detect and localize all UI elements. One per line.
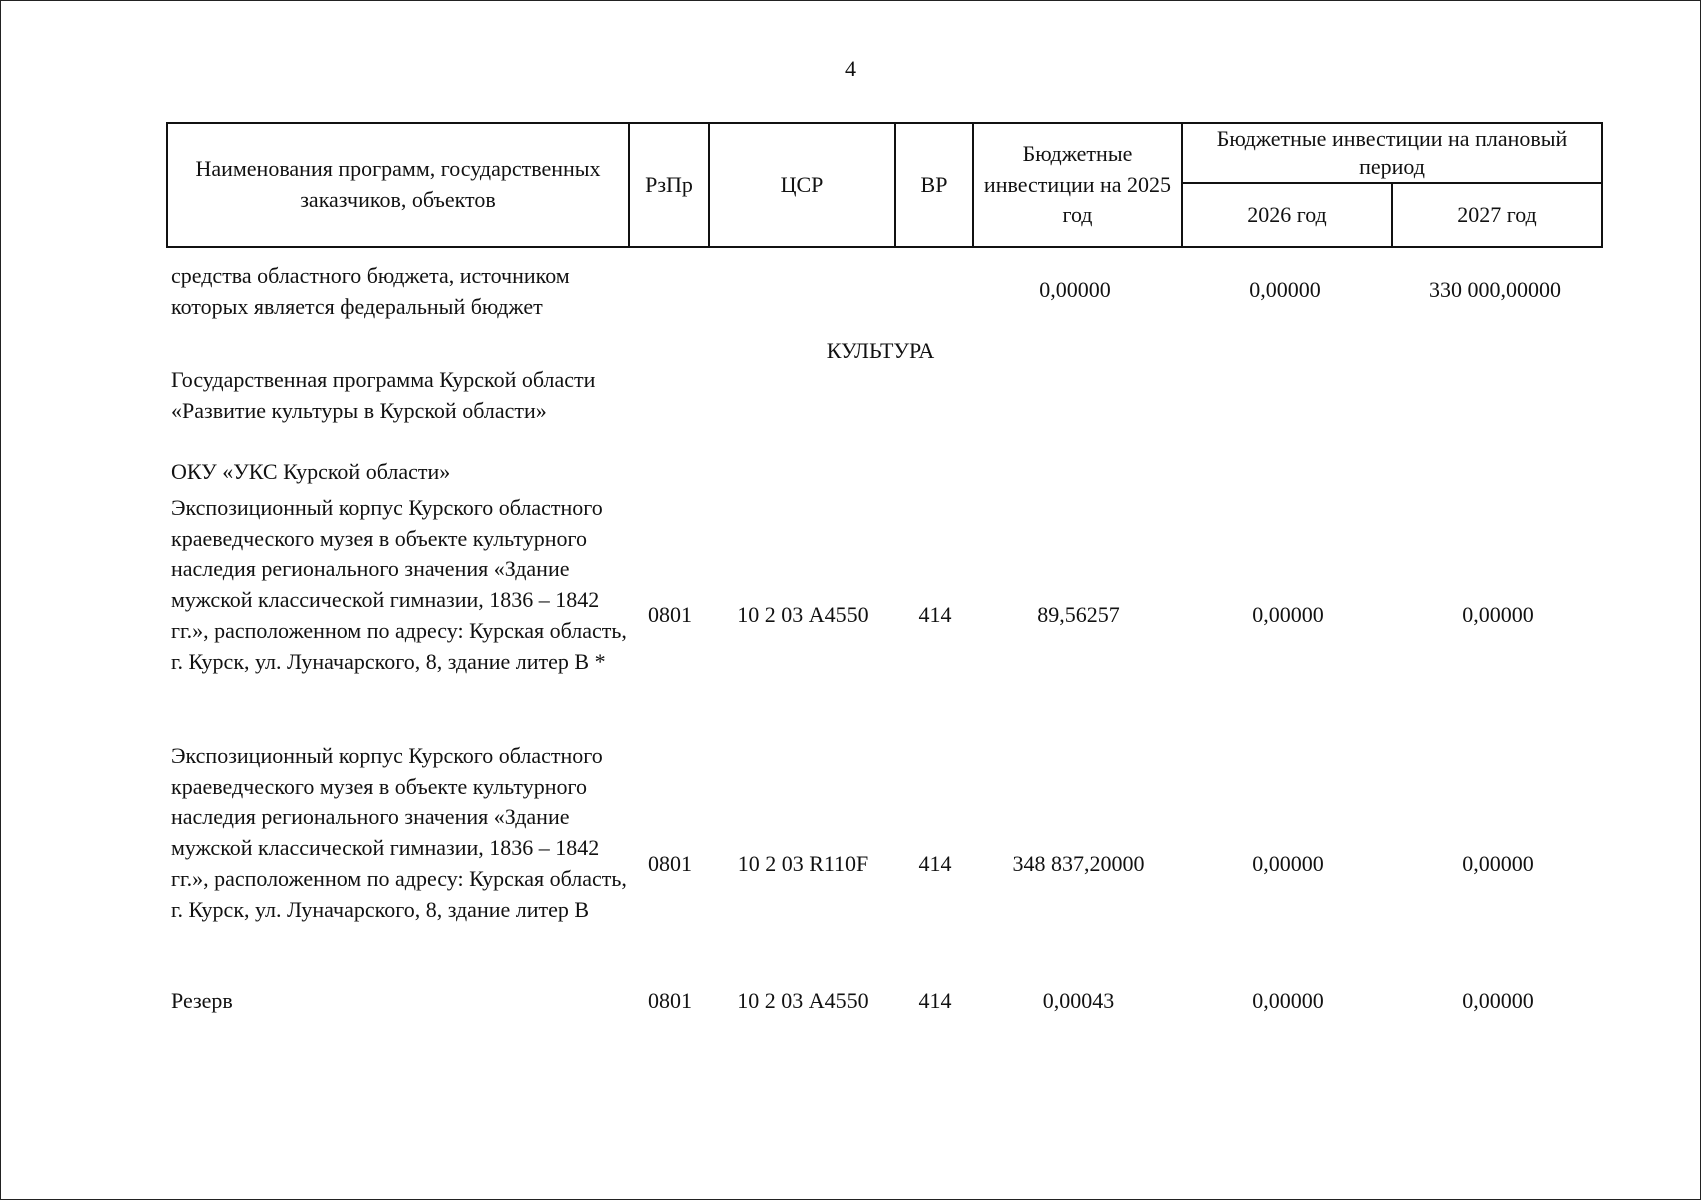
value-2025: 0,00043	[1042, 988, 1115, 1013]
value-2025: 89,56257	[1037, 602, 1120, 627]
value-2027: 0,00000	[1462, 851, 1534, 876]
value-2027: 0,00000	[1462, 602, 1534, 627]
row-funds-name: средства областного бюджета, источником которых является федеральный бюджет	[171, 263, 570, 319]
value-2025: 348 837,20000	[1012, 851, 1145, 876]
program-customer: ОКУ «УКС Курской области»	[171, 459, 451, 484]
value-2026: 0,00000	[1252, 851, 1324, 876]
vr-cell: 414	[918, 988, 952, 1013]
value-2027: 0,00000	[1462, 988, 1534, 1013]
rzpr-cell: 0801	[648, 851, 692, 876]
value-2026: 0,00000	[1252, 988, 1324, 1013]
header-2027: 2027 год	[1392, 183, 1602, 247]
csr-cell: 10 2 03 А4550	[737, 988, 869, 1013]
header-vr: ВР	[895, 123, 973, 247]
value-2026: 0,00000	[1252, 602, 1324, 627]
header-name: Наименования программ, государственных заказчиков, объектов	[167, 123, 629, 247]
row-funds-2025: 0,00000	[1039, 277, 1111, 302]
header-rzpr: РзПр	[629, 123, 709, 247]
header-planned-period: Бюджетные инвестиции на плановый период	[1182, 123, 1602, 183]
object-name: Экспозиционный корпус Курского областного краеведческого музея в объекте культурного наследия регионального значения «Здание мужской классической гимназии, 1836 – 1842 гг.», расположенном по адресу: Курская область, г. Курск, ул. Луначарского, 8, здание литер В *	[171, 495, 627, 674]
rzpr-cell: 0801	[648, 602, 692, 627]
object-name: Экспозиционный корпус Курского областного краеведческого музея в объекте культурного наследия регионального значения «Здание мужской классической гимназии, 1836 – 1842 гг.», расположенном по адресу: Курская область, г. Курск, ул. Луначарского, 8, здание литер В	[171, 743, 627, 922]
section-title: КУЛЬТУРА	[826, 338, 935, 363]
header-csr: ЦСР	[709, 123, 895, 247]
rzpr-cell: 0801	[648, 988, 692, 1013]
page-number: 4	[845, 56, 856, 81]
program-name: Государственная программа Курской области «Развитие культуры в Курской области»	[171, 367, 596, 423]
header-2026: 2026 год	[1182, 183, 1392, 247]
row-funds-2027: 330 000,00000	[1429, 277, 1561, 302]
table-header	[166, 122, 1603, 248]
csr-cell: 10 2 03 А4550	[737, 602, 869, 627]
vr-cell: 414	[918, 602, 952, 627]
vr-cell: 414	[918, 851, 952, 876]
object-name: Резерв	[171, 988, 233, 1013]
header-budget-2025: Бюджетные инвестиции на 2025 год	[973, 123, 1182, 247]
csr-cell: 10 2 03 R110F	[737, 851, 869, 876]
row-funds-2026: 0,00000	[1249, 277, 1321, 302]
